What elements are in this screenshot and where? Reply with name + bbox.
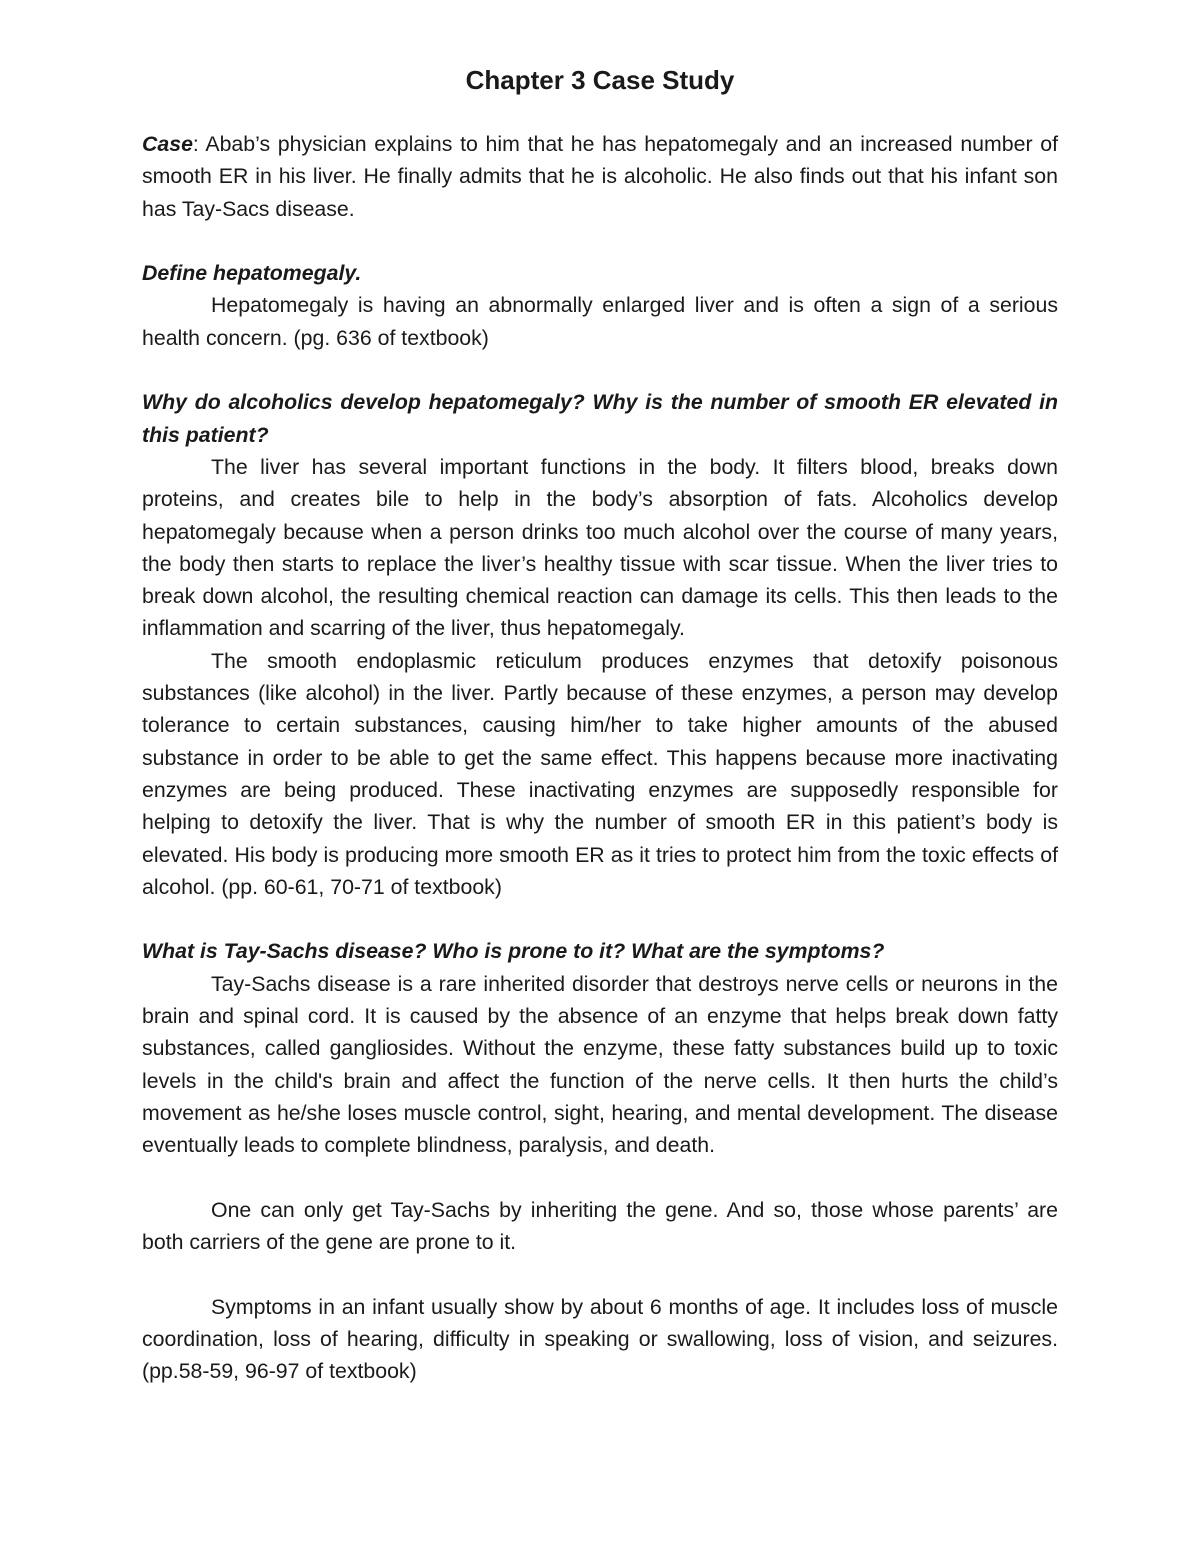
- body-paragraph: The liver has several important functions in the body. It filters blood, breaks down proteins, and creates bile to help in the body’s absorption of fats. Alcoholics develop hepatomegaly because when a person drinks too much alcohol over the course of many years, the body then starts to replace the liver’s healthy tissue with scar tissue. When the liver tries to break down alcohol, the resulting chemical reaction can damage its cells. This then leads to the inflammation and scarring of the liver, thus hepatomegaly.: [142, 454, 1058, 641]
- case-text: : Abab’s physician explains to him that he has hepatomegaly and an increased number of smooth ER in his liver. He finally admits that he is alcoholic. He also finds out that his infant son has Tay-Sacs disease.: [142, 132, 1058, 221]
- body-paragraph: One can only get Tay-Sachs by inheriting the gene. And so, those whose parents’ are both carriers of the gene are prone to it.: [142, 1197, 1058, 1255]
- section-heading-tay-sachs: What is Tay-Sachs disease? Who is prone to it? What are the symptoms?: [142, 939, 885, 964]
- document-page: [142, 60, 1058, 1388]
- spacer: [142, 354, 1058, 386]
- section-heading-alcoholics-smooth-er: Why do alcoholics develop hepatomegaly? Why is the number of smooth ER elevated in this patient?: [142, 390, 1058, 447]
- spacer: [142, 1258, 1058, 1290]
- body-paragraph: Hepatomegaly is having an abnormally enlarged liver and is often a sign of a serious health concern. (pg. 636 of textbook): [142, 293, 1058, 350]
- spacer: [142, 1162, 1058, 1194]
- body-paragraph: Tay-Sachs disease is a rare inherited disorder that destroys nerve cells or neurons in the brain and spinal cord. It is caused by the absence of an enzyme that helps break down fatty substances, called gangliosides. Without the enzyme, these fatty substances build up to toxic levels in the child's brain and affect the function of the nerve cells. It then hurts the child’s movement as he/she loses muscle control, sight, hearing, and mental development. The disease eventually leads to complete blindness, paralysis, and death.: [142, 971, 1058, 1158]
- body-paragraph: Symptoms in an infant usually show by about 6 months of age. It includes loss of muscle coordination, loss of hearing, difficulty in speaking or swallowing, loss of vision, and seizures. (pp.58-59, 96-97 of textbook): [142, 1294, 1058, 1384]
- body-paragraph: The smooth endoplasmic reticulum produces enzymes that detoxify poisonous substances (like alcohol) in the liver. Partly because of these enzymes, a person may develop tolerance to certain substances, causing him/her to take higher amounts of the abused substance in order to be able to get the same effect. This happens because more inactivating enzymes are being produced. These inactivating enzymes are supposedly responsible for helping to detoxify the liver. That is why the number of smooth ER in this patient’s body is elevated. His body is producing more smooth ER as it tries to protect him from the toxic effects of alcohol. (pp. 60-61, 70-71 of textbook): [142, 648, 1058, 899]
- spacer: [142, 225, 1058, 257]
- case-label: Case: [142, 132, 193, 156]
- spacer: [142, 903, 1058, 935]
- page-title: Chapter 3 Case Study: [465, 65, 735, 95]
- section-heading-define-hepatomegaly: Define hepatomegaly.: [142, 261, 362, 286]
- case-paragraph: [142, 128, 1058, 225]
